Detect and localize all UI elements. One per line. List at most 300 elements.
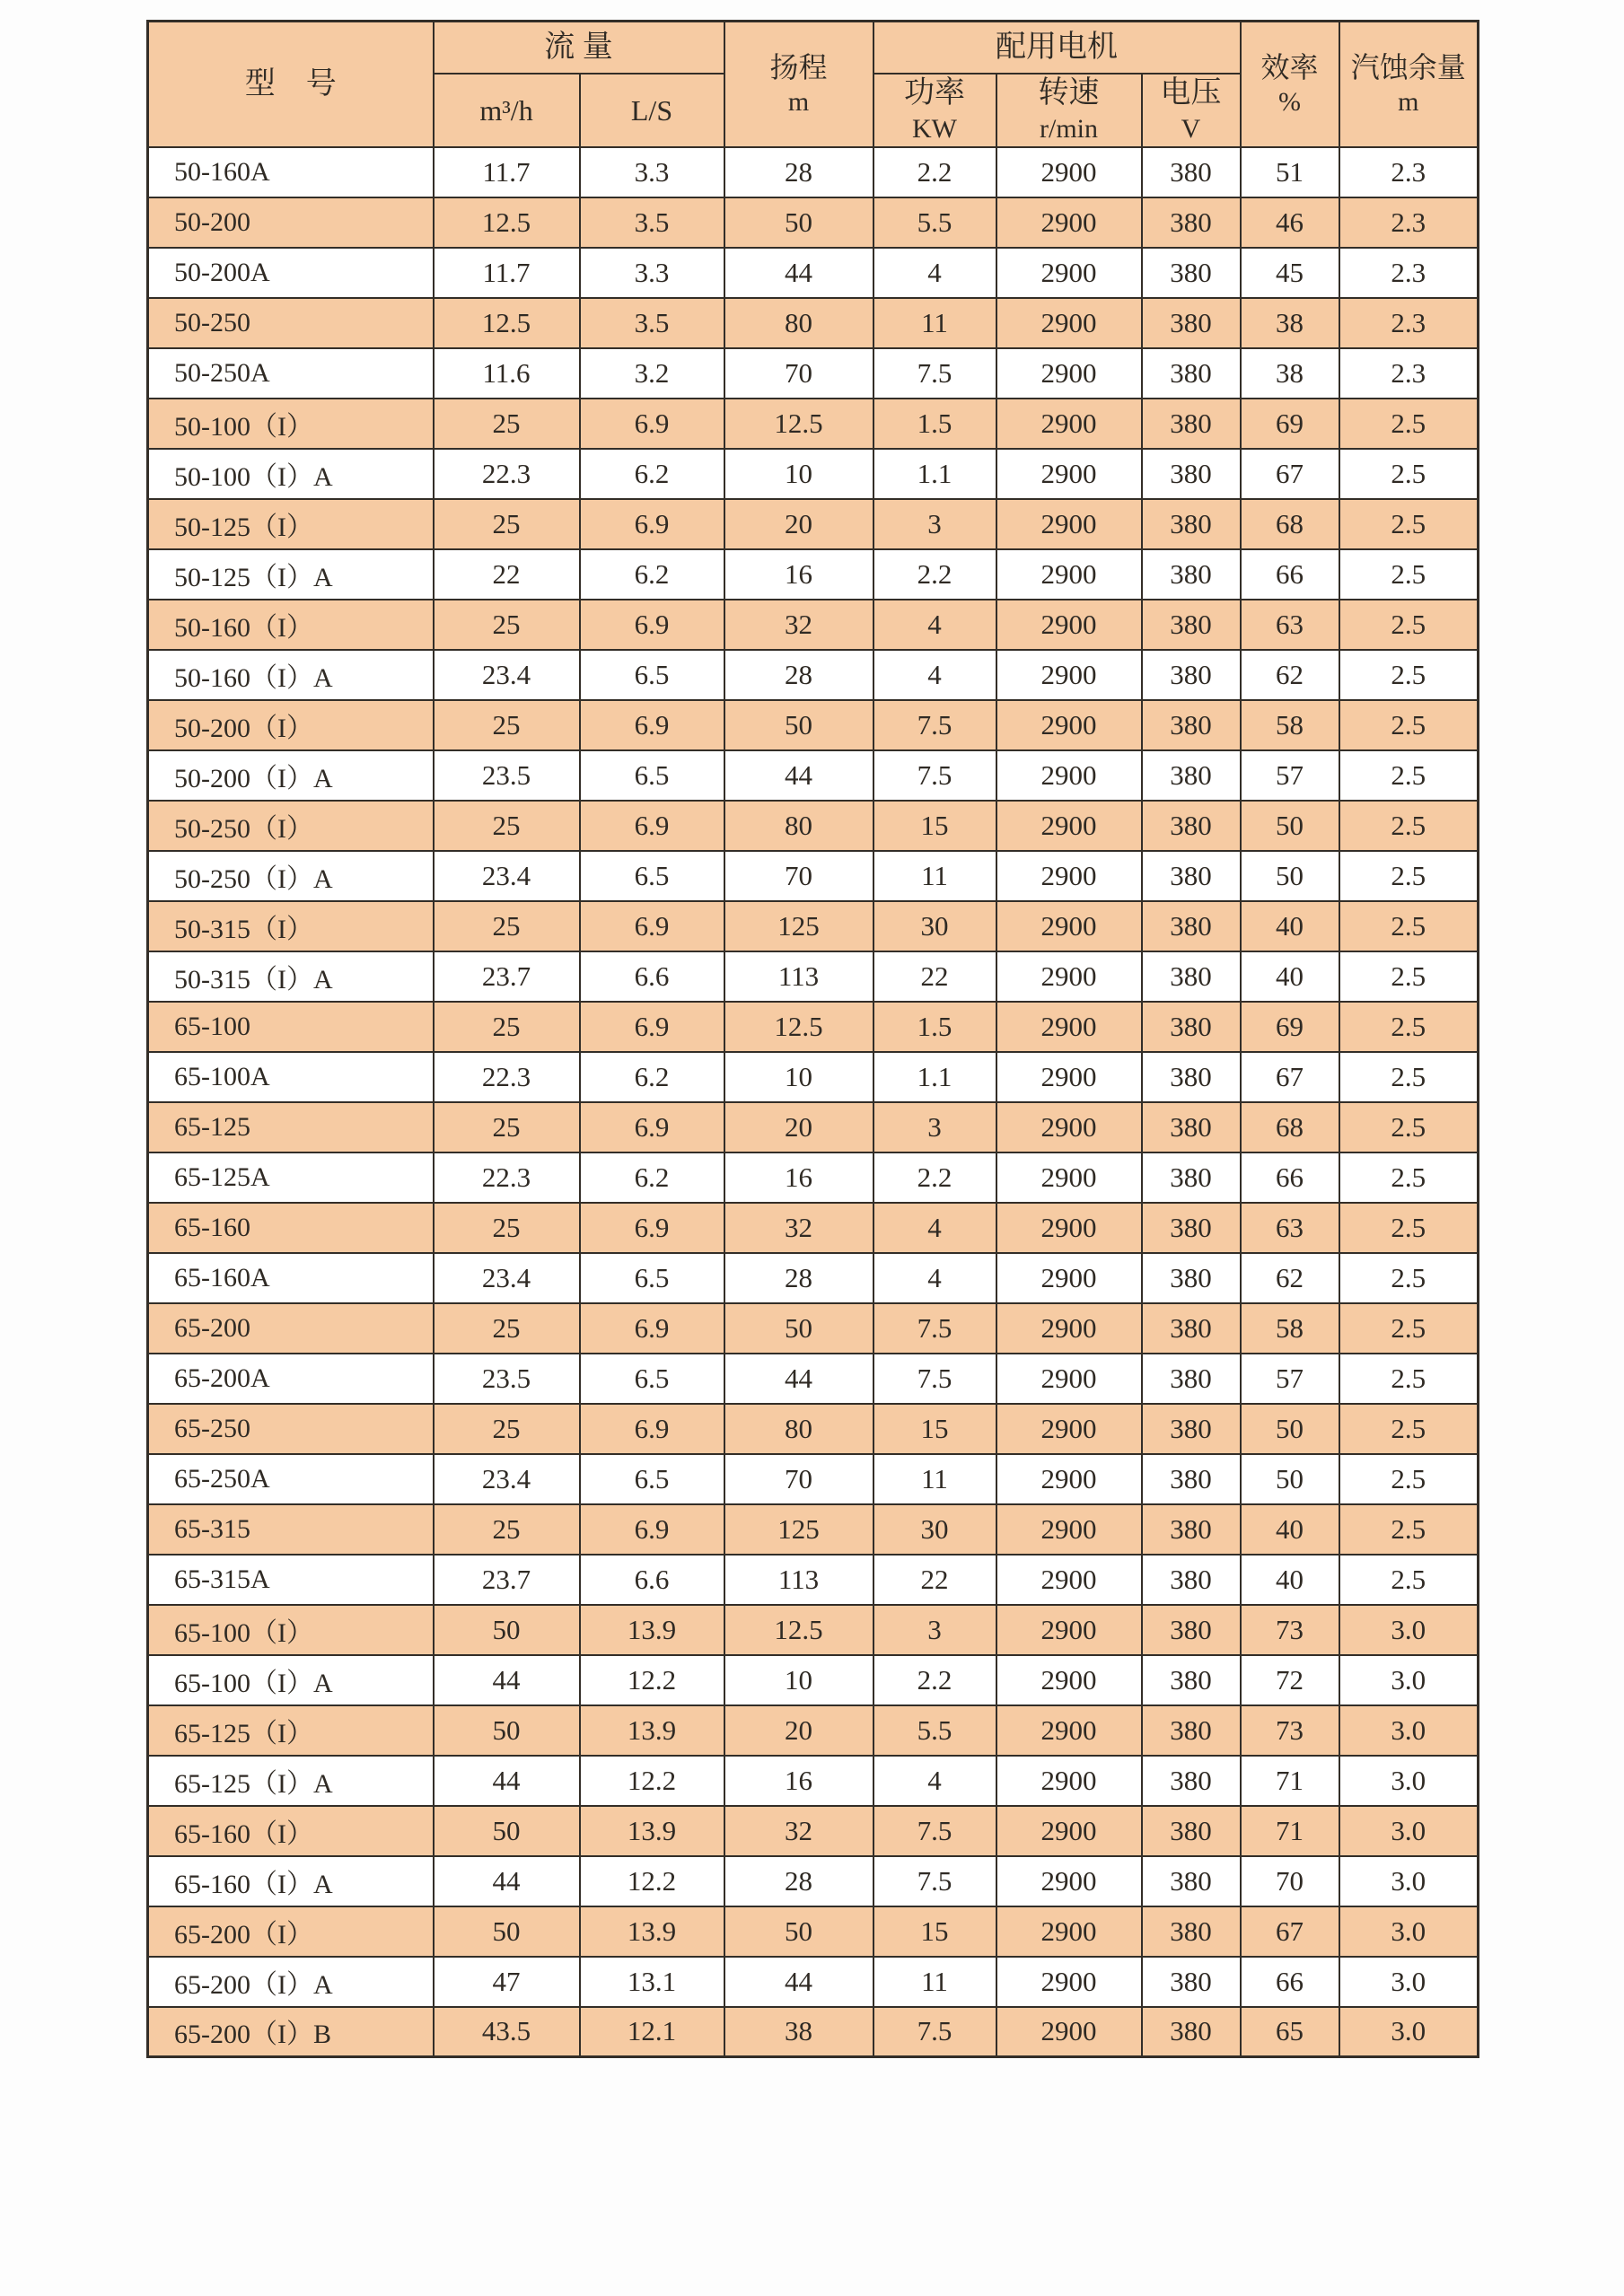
cell-efficiency_pct: 70 [1241,1856,1339,1906]
cell-npsh_m: 2.5 [1339,1203,1479,1253]
cell-flow_m3h: 23.7 [434,1555,580,1605]
cell-flow_ls: 6.5 [580,750,724,801]
cell-model: 50-250 [148,298,434,348]
cell-flow_m3h: 22 [434,549,580,600]
cell-head_m: 16 [724,1756,873,1806]
cell-speed_rpm: 2900 [996,1957,1142,2007]
cell-head_m: 32 [724,1806,873,1856]
cell-efficiency_pct: 67 [1241,1052,1339,1102]
cell-flow_m3h: 25 [434,399,580,449]
cell-efficiency_pct: 50 [1241,1454,1339,1504]
cell-head_m: 50 [724,700,873,750]
cell-flow_ls: 6.9 [580,901,724,951]
cell-model: 50-160（I）A [148,650,434,700]
cell-flow_m3h: 50 [434,1806,580,1856]
cell-flow_ls: 13.9 [580,1605,724,1655]
cell-npsh_m: 2.5 [1339,1354,1479,1404]
cell-voltage_v: 380 [1142,399,1241,449]
cell-power_kw: 30 [873,901,996,951]
cell-flow_m3h: 11.7 [434,248,580,298]
cell-head_m: 113 [724,951,873,1002]
cell-flow_m3h: 12.5 [434,298,580,348]
cell-model: 50-160A [148,147,434,197]
cell-speed_rpm: 2900 [996,1303,1142,1354]
cell-head_m: 32 [724,600,873,650]
cell-speed_rpm: 2900 [996,1354,1142,1404]
cell-npsh_m: 2.3 [1339,197,1479,248]
cell-voltage_v: 380 [1142,1203,1241,1253]
cell-speed_rpm: 2900 [996,1102,1142,1152]
cell-model: 50-100（I）A [148,449,434,499]
cell-model: 50-125（I）A [148,549,434,600]
cell-flow_ls: 6.2 [580,1052,724,1102]
cell-voltage_v: 380 [1142,1504,1241,1555]
cell-efficiency_pct: 63 [1241,1203,1339,1253]
cell-power_kw: 7.5 [873,700,996,750]
cell-speed_rpm: 2900 [996,1756,1142,1806]
cell-power_kw: 1.1 [873,1052,996,1102]
cell-flow_ls: 12.2 [580,1655,724,1705]
cell-flow_m3h: 47 [434,1957,580,2007]
cell-flow_ls: 6.2 [580,549,724,600]
cell-head_m: 12.5 [724,399,873,449]
cell-flow_m3h: 25 [434,700,580,750]
cell-flow_m3h: 25 [434,1504,580,1555]
cell-flow_ls: 6.9 [580,801,724,851]
cell-power_kw: 3 [873,499,996,549]
cell-npsh_m: 2.5 [1339,1504,1479,1555]
cell-flow_ls: 6.9 [580,1504,724,1555]
cell-flow_m3h: 23.4 [434,650,580,700]
cell-voltage_v: 380 [1142,1655,1241,1705]
cell-model: 50-250（I） [148,801,434,851]
table-row [148,147,1479,197]
cell-voltage_v: 380 [1142,951,1241,1002]
cell-efficiency_pct: 66 [1241,1152,1339,1203]
cell-speed_rpm: 2900 [996,1253,1142,1303]
cell-head_m: 80 [724,298,873,348]
cell-model: 65-200 [148,1303,434,1354]
cell-flow_ls: 3.3 [580,147,724,197]
cell-efficiency_pct: 40 [1241,1504,1339,1555]
cell-power_kw: 2.2 [873,549,996,600]
cell-voltage_v: 380 [1142,1052,1241,1102]
cell-flow_ls: 13.9 [580,1705,724,1756]
cell-model: 50-200 [148,197,434,248]
header-flow-ls: L/S [580,74,724,147]
cell-flow_ls: 6.9 [580,600,724,650]
cell-speed_rpm: 2900 [996,147,1142,197]
cell-flow_ls: 3.5 [580,298,724,348]
cell-head_m: 38 [724,2007,873,2057]
cell-flow_m3h: 23.7 [434,951,580,1002]
cell-flow_ls: 3.2 [580,348,724,399]
cell-power_kw: 4 [873,248,996,298]
table-row [148,901,1479,951]
header-efficiency [1241,22,1339,147]
header-speed-label: 转速 [1038,75,1100,110]
cell-efficiency_pct: 50 [1241,801,1339,851]
cell-efficiency_pct: 58 [1241,1303,1339,1354]
cell-model: 65-125A [148,1152,434,1203]
table-row [148,1253,1479,1303]
cell-model: 65-200（I） [148,1906,434,1957]
cell-flow_ls: 6.9 [580,1303,724,1354]
cell-model: 65-160（I） [148,1806,434,1856]
cell-npsh_m: 3.0 [1339,1856,1479,1906]
cell-flow_ls: 13.1 [580,1957,724,2007]
cell-flow_ls: 6.5 [580,1253,724,1303]
cell-efficiency_pct: 71 [1241,1806,1339,1856]
cell-flow_m3h: 23.5 [434,1354,580,1404]
cell-flow_ls: 6.9 [580,1102,724,1152]
cell-model: 65-100（I）A [148,1655,434,1705]
cell-efficiency_pct: 62 [1241,1253,1339,1303]
cell-npsh_m: 2.5 [1339,600,1479,650]
cell-power_kw: 30 [873,1504,996,1555]
cell-speed_rpm: 2900 [996,1605,1142,1655]
cell-voltage_v: 380 [1142,1354,1241,1404]
cell-voltage_v: 380 [1142,1555,1241,1605]
cell-npsh_m: 2.5 [1339,449,1479,499]
cell-speed_rpm: 2900 [996,1152,1142,1203]
cell-speed_rpm: 2900 [996,248,1142,298]
cell-flow_m3h: 50 [434,1705,580,1756]
cell-head_m: 125 [724,901,873,951]
table-row [148,1555,1479,1605]
table-body [148,147,1479,2057]
cell-head_m: 70 [724,348,873,399]
cell-flow_ls: 6.9 [580,700,724,750]
table-row [148,1655,1479,1705]
table-row [148,1102,1479,1152]
cell-power_kw: 15 [873,801,996,851]
cell-npsh_m: 3.0 [1339,1806,1479,1856]
cell-power_kw: 2.2 [873,1152,996,1203]
cell-flow_m3h: 25 [434,1102,580,1152]
cell-flow_m3h: 50 [434,1605,580,1655]
cell-flow_m3h: 25 [434,1404,580,1454]
table-row [148,1957,1479,2007]
cell-flow_ls: 12.2 [580,1756,724,1806]
cell-flow_ls: 6.5 [580,851,724,901]
cell-speed_rpm: 2900 [996,1806,1142,1856]
table-row [148,1756,1479,1806]
cell-model: 50-125（I） [148,499,434,549]
cell-power_kw: 11 [873,851,996,901]
header-power-label: 功率 [904,75,965,110]
cell-power_kw: 2.2 [873,1655,996,1705]
cell-npsh_m: 2.5 [1339,1152,1479,1203]
cell-speed_rpm: 2900 [996,650,1142,700]
cell-speed_rpm: 2900 [996,1454,1142,1504]
cell-voltage_v: 380 [1142,2007,1241,2057]
cell-speed_rpm: 2900 [996,600,1142,650]
table-row [148,1052,1479,1102]
cell-npsh_m: 3.0 [1339,1655,1479,1705]
cell-npsh_m: 2.5 [1339,1052,1479,1102]
cell-flow_ls: 13.9 [580,1906,724,1957]
cell-power_kw: 4 [873,1756,996,1806]
cell-head_m: 20 [724,1705,873,1756]
header-voltage-unit: V [1181,114,1201,144]
cell-speed_rpm: 2900 [996,1052,1142,1102]
cell-voltage_v: 380 [1142,197,1241,248]
cell-voltage_v: 380 [1142,1002,1241,1052]
cell-voltage_v: 380 [1142,1906,1241,1957]
table-row [148,1705,1479,1756]
table-row [148,449,1479,499]
cell-efficiency_pct: 63 [1241,600,1339,650]
cell-efficiency_pct: 50 [1241,1404,1339,1454]
cell-model: 50-250（I）A [148,851,434,901]
header-npsh-label: 汽蚀余量 [1350,51,1466,83]
cell-head_m: 80 [724,801,873,851]
cell-voltage_v: 380 [1142,1102,1241,1152]
cell-speed_rpm: 2900 [996,700,1142,750]
table-row [148,750,1479,801]
cell-head_m: 20 [724,1102,873,1152]
header-power-unit: KW [912,114,957,144]
cell-npsh_m: 2.5 [1339,851,1479,901]
table-row [148,499,1479,549]
table-row [148,248,1479,298]
table-row [148,1454,1479,1504]
cell-speed_rpm: 2900 [996,851,1142,901]
cell-npsh_m: 3.0 [1339,2007,1479,2057]
cell-model: 65-160 [148,1203,434,1253]
cell-speed_rpm: 2900 [996,2007,1142,2057]
cell-voltage_v: 380 [1142,248,1241,298]
cell-head_m: 10 [724,1655,873,1705]
cell-flow_m3h: 44 [434,1856,580,1906]
cell-model: 65-200（I）A [148,1957,434,2007]
cell-npsh_m: 2.3 [1339,298,1479,348]
header-head-unit: m [787,87,810,117]
cell-flow_ls: 6.9 [580,399,724,449]
cell-power_kw: 7.5 [873,750,996,801]
cell-flow_ls: 6.6 [580,1555,724,1605]
cell-power_kw: 3 [873,1102,996,1152]
cell-voltage_v: 380 [1142,449,1241,499]
cell-flow_m3h: 25 [434,499,580,549]
cell-npsh_m: 3.0 [1339,1906,1479,1957]
cell-model: 65-250A [148,1454,434,1504]
cell-npsh_m: 3.0 [1339,1957,1479,2007]
cell-flow_m3h: 25 [434,1203,580,1253]
cell-head_m: 28 [724,650,873,700]
cell-efficiency_pct: 57 [1241,750,1339,801]
cell-npsh_m: 2.5 [1339,499,1479,549]
cell-efficiency_pct: 38 [1241,348,1339,399]
table-row [148,700,1479,750]
cell-speed_rpm: 2900 [996,399,1142,449]
pump-spec-table [146,20,1479,2058]
table-row [148,801,1479,851]
cell-model: 50-315（I）A [148,951,434,1002]
cell-efficiency_pct: 65 [1241,2007,1339,2057]
table-row [148,600,1479,650]
cell-voltage_v: 380 [1142,1152,1241,1203]
cell-efficiency_pct: 73 [1241,1705,1339,1756]
table-row [148,1152,1479,1203]
cell-flow_m3h: 25 [434,901,580,951]
cell-power_kw: 4 [873,1203,996,1253]
cell-voltage_v: 380 [1142,147,1241,197]
cell-npsh_m: 2.5 [1339,801,1479,851]
table-row [148,1002,1479,1052]
cell-model: 50-200（I） [148,700,434,750]
table-row [148,298,1479,348]
header-efficiency-unit: % [1278,87,1301,117]
cell-flow_m3h: 25 [434,1303,580,1354]
cell-head_m: 113 [724,1555,873,1605]
cell-head_m: 20 [724,499,873,549]
cell-head_m: 12.5 [724,1002,873,1052]
cell-speed_rpm: 2900 [996,1203,1142,1253]
cell-head_m: 10 [724,1052,873,1102]
cell-model: 50-100（I） [148,399,434,449]
cell-flow_m3h: 25 [434,600,580,650]
header-efficiency-label: 效率 [1260,51,1319,83]
header-head [724,22,873,147]
cell-voltage_v: 380 [1142,1253,1241,1303]
cell-flow_ls: 6.2 [580,449,724,499]
cell-npsh_m: 3.0 [1339,1756,1479,1806]
table-row [148,549,1479,600]
cell-power_kw: 1.5 [873,1002,996,1052]
table-row [148,1856,1479,1906]
cell-flow_m3h: 23.4 [434,1253,580,1303]
cell-model: 65-125 [148,1102,434,1152]
cell-flow_m3h: 25 [434,1002,580,1052]
cell-voltage_v: 380 [1142,549,1241,600]
cell-flow_ls: 6.5 [580,1354,724,1404]
cell-model: 65-315A [148,1555,434,1605]
cell-head_m: 44 [724,750,873,801]
cell-power_kw: 4 [873,650,996,700]
header-motor-group: 配用电机 [873,22,1241,74]
cell-speed_rpm: 2900 [996,1906,1142,1957]
cell-head_m: 12.5 [724,1605,873,1655]
header-voltage [1142,74,1241,147]
header-voltage-label: 电压 [1160,75,1222,110]
cell-npsh_m: 2.5 [1339,1002,1479,1052]
cell-head_m: 16 [724,549,873,600]
cell-power_kw: 7.5 [873,348,996,399]
cell-speed_rpm: 2900 [996,499,1142,549]
header-npsh-unit: m [1398,87,1419,117]
header-model: 型 号 [148,22,434,147]
cell-speed_rpm: 2900 [996,549,1142,600]
cell-flow_ls: 12.1 [580,2007,724,2057]
cell-head_m: 44 [724,1354,873,1404]
header-flow-group: 流 量 [434,22,724,74]
cell-model: 50-200A [148,248,434,298]
cell-voltage_v: 380 [1142,1705,1241,1756]
cell-speed_rpm: 2900 [996,1655,1142,1705]
cell-npsh_m: 2.3 [1339,147,1479,197]
cell-flow_m3h: 22.3 [434,449,580,499]
cell-flow_m3h: 43.5 [434,2007,580,2057]
cell-efficiency_pct: 69 [1241,399,1339,449]
cell-head_m: 16 [724,1152,873,1203]
cell-power_kw: 15 [873,1906,996,1957]
cell-efficiency_pct: 51 [1241,147,1339,197]
cell-flow_ls: 3.3 [580,248,724,298]
cell-efficiency_pct: 71 [1241,1756,1339,1806]
table-row [148,1303,1479,1354]
cell-flow_ls: 6.5 [580,1454,724,1504]
cell-efficiency_pct: 66 [1241,1957,1339,2007]
cell-voltage_v: 380 [1142,1303,1241,1354]
cell-head_m: 28 [724,1856,873,1906]
header-power [873,74,996,147]
cell-npsh_m: 3.0 [1339,1605,1479,1655]
cell-power_kw: 5.5 [873,197,996,248]
table-row [148,951,1479,1002]
header-speed [996,74,1142,147]
table-row [148,1906,1479,1957]
cell-efficiency_pct: 40 [1241,1555,1339,1605]
cell-model: 65-200A [148,1354,434,1404]
cell-model: 65-125（I）A [148,1756,434,1806]
cell-voltage_v: 380 [1142,1957,1241,2007]
cell-power_kw: 7.5 [873,2007,996,2057]
cell-head_m: 28 [724,1253,873,1303]
cell-efficiency_pct: 72 [1241,1655,1339,1705]
cell-npsh_m: 2.5 [1339,750,1479,801]
cell-speed_rpm: 2900 [996,449,1142,499]
cell-head_m: 44 [724,1957,873,2007]
cell-npsh_m: 3.0 [1339,1705,1479,1756]
cell-head_m: 44 [724,248,873,298]
cell-efficiency_pct: 67 [1241,449,1339,499]
header-npsh [1339,22,1479,147]
cell-npsh_m: 2.3 [1339,348,1479,399]
cell-npsh_m: 2.5 [1339,700,1479,750]
cell-speed_rpm: 2900 [996,951,1142,1002]
cell-power_kw: 22 [873,951,996,1002]
table-row [148,1354,1479,1404]
cell-model: 65-160（I）A [148,1856,434,1906]
table-row [148,2007,1479,2057]
cell-flow_ls: 6.6 [580,951,724,1002]
cell-efficiency_pct: 57 [1241,1354,1339,1404]
cell-flow_m3h: 23.5 [434,750,580,801]
cell-power_kw: 11 [873,1454,996,1504]
cell-power_kw: 11 [873,1957,996,2007]
header-speed-unit: r/min [1040,114,1098,144]
cell-flow_ls: 6.9 [580,499,724,549]
cell-voltage_v: 380 [1142,499,1241,549]
cell-efficiency_pct: 69 [1241,1002,1339,1052]
cell-flow_m3h: 23.4 [434,1454,580,1504]
cell-efficiency_pct: 73 [1241,1605,1339,1655]
cell-head_m: 10 [724,449,873,499]
cell-power_kw: 1.1 [873,449,996,499]
header-head-label: 扬程 [769,51,828,83]
cell-head_m: 125 [724,1504,873,1555]
cell-efficiency_pct: 67 [1241,1906,1339,1957]
cell-speed_rpm: 2900 [996,348,1142,399]
table-row [148,197,1479,248]
cell-voltage_v: 380 [1142,600,1241,650]
cell-flow_m3h: 23.4 [434,851,580,901]
cell-flow_m3h: 12.5 [434,197,580,248]
cell-model: 50-250A [148,348,434,399]
cell-power_kw: 3 [873,1605,996,1655]
